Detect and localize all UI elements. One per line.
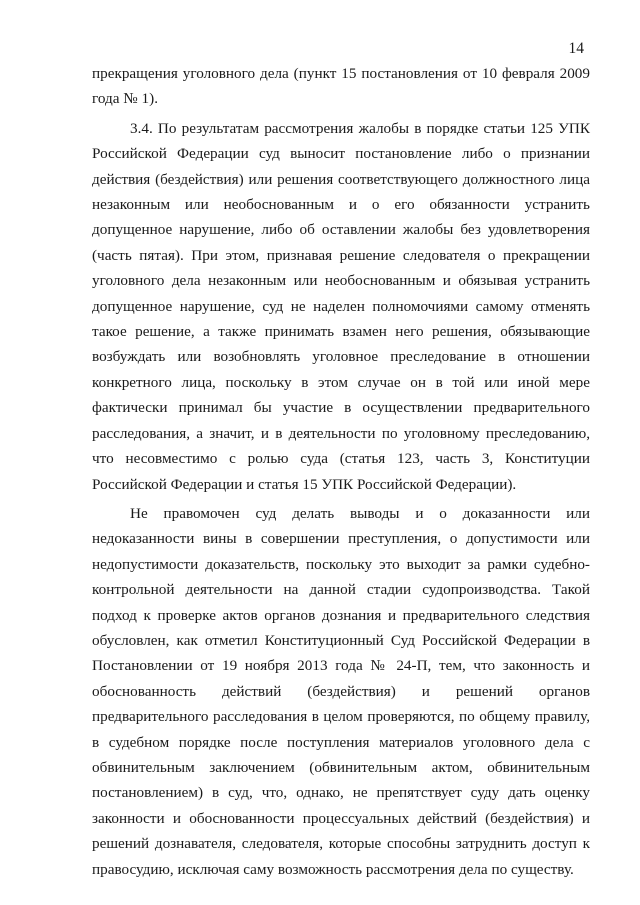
- page-number: 14: [568, 40, 584, 57]
- document-body: [92, 61, 590, 882]
- paragraph-court-limits: Не правомочен суд делать выводы и о доказанности или недоказанности вины в совершении преступления, о допустимости или недопустимости доказательств, поскольку это выходит за рамки судебно-контрольной деятельности на данной стадии судопроизводства. Такой подход к проверке актов органов дознания и предварительного следствия обусловлен, как отметил Конституционный Суд Российской Федерации в Постановлении от 19 ноября 2013 года № 24-П, тем, что законность и обоснованность действий (бездействия) и решений органов предварительного расследования в целом проверяются, по общему правилу, в судебном порядке после поступления материалов уголовного дела с обвинительным заключением (обвинительным актом, обвинительным постановлением) в суд, что, однако, не препятствует суду дать оценку законности и обоснованности процессуальных действий (бездействия) и решений дознавателя, следователя, которые способны затруднить доступ к правосудию, исключая саму возможность рассмотрения дела по существу.: [92, 504, 590, 878]
- paragraph-continuation: прекращения уголовного дела (пункт 15 постановления от 10 февраля 2009 года № 1).: [92, 65, 590, 108]
- paragraph-section-3-4: 3.4. По результатам рассмотрения жалобы в порядке статьи 125 УПК Российской Федерации суд выносит постановление либо о признании действия (бездействия) или решения соответствующего должностного лица незаконным или необоснованным и о его обязанности устранить допущенное нарушение, либо об оставлении жалобы без удовлетворения (часть пятая). При этом, признавая решение следователя о прекращении уголовного дела незаконным или необоснованным и обязывая устранить допущенное нарушение, суд не наделен полномочиями самому отменять такое решение, а также принимать взамен него решения, обязывающие возбуждать или возобновлять уголовное преследование в отношении конкретного лица, поскольку в этом случае он в той или иной мере фактически принимал бы участие в осуществлении предварительного расследования, а значит, и в деятельности по уголовному преследованию, что несовместимо с ролью суда (статья 123, часть 3, Конституции Российской Федерации и статья 15 УПК Российской Федерации).: [92, 119, 590, 493]
